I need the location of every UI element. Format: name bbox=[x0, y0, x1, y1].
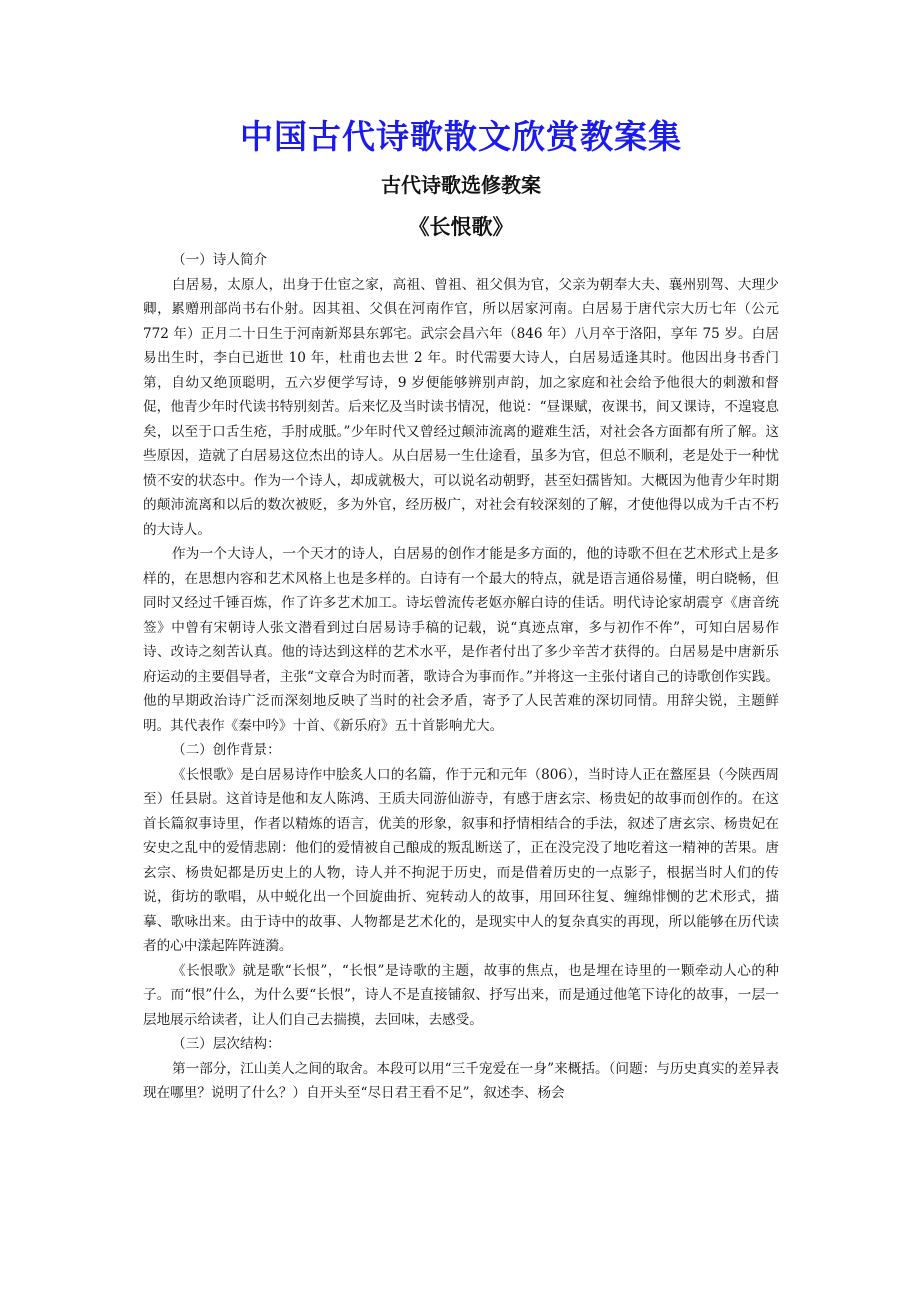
section-background bbox=[143, 738, 779, 1032]
section-heading: （二）创作背景： bbox=[172, 742, 281, 758]
section-poet-intro bbox=[143, 248, 779, 738]
document-main-title: 中国古代诗歌散文欣赏教案集 bbox=[240, 117, 682, 156]
paragraph: 作为一个大诗人，一个天才的诗人，白居易的创作才能是多方面的，他的诗歌不但在艺术形式上是多样的，在思想内容和艺术风格上也是多样的。白诗有一个最大的特点，就是语言通俗易懂，明白晓畅，但同时又经过千锤百炼，作了许多艺术加工。诗坛曾流传老妪亦解白诗的佳话。明代诗论家胡震亨《唐音统签》中曾有宋朝诗人张文潜看到过白居易诗手稿的记载，说“真迹点窜，多与初作不侔”，可知白居易作诗、改诗之刻苦认真。他的诗达到这样的艺术水平，是作者付出了多少辛苦才获得的。白居易是中唐新乐府运动的主要倡导者，主张“文章合为时而著，歌诗合为事而作。”并将这一主张付诸自己的诗歌创作实践。他的早期政治诗广泛而深刻地反映了当时的社会矛盾，寄予了人民苦难的深切同情。用辞尖锐，主题鲜明。其代表作《秦中吟》十首、《新乐府》五十首影响尤大。 bbox=[143, 546, 779, 734]
section-heading: （三）层次结构： bbox=[172, 1036, 281, 1052]
paragraph: 《长恨歌》是白居易诗作中脍炙人口的名篇，作于元和元年（806），当时诗人正在盩厔县（今陕西周至）任县尉。这首诗是他和友人陈鸿、王质夫同游仙游寺，有感于唐玄宗、杨贵妃的故事而创作的。在这首长篇叙事诗里，作者以精炼的语言，优美的形象，叙事和抒情相结合的手法，叙述了唐玄宗、杨贵妃在安史之乱中的爱情悲剧：他们的爱情被自己酿成的叛乱断送了，正在没完没了地吃着这一精神的苦果。唐玄宗、杨贵妃都是历史上的人物，诗人并不拘泥于历史，而是借着历史的一点影子，根据当时人们的传说，街坊的歌唱，从中蜕化出一个回旋曲折、宛转动人的故事，用回环往复、缠绵悱恻的艺术形式，描摹、歌咏出来。由于诗中的故事、人物都是艺术化的，是现实中人的复杂真实的再现，所以能够在历代读者的心中漾起阵阵涟漪。 bbox=[143, 766, 779, 954]
paragraph: 第一部分，江山美人之间的取舍。本段可以用“三千宠爱在一身”来概括。（问题：与历史真实的差异表现在哪里？说明了什么？）自开头至“尽日君王看不足”，叙述李、杨会 bbox=[143, 1060, 779, 1101]
paragraph: 《长恨歌》就是歌“长恨”，“长恨”是诗歌的主题，故事的焦点，也是埋在诗里的一颗牵动人心的种子。而“恨”什么，为什么要“长恨”，诗人不是直接铺叙、抒写出来，而是通过他笔下诗化的故事，一层一层地展示给读者，让人们自己去揣摸，去回味，去感受。 bbox=[143, 962, 779, 1028]
section-structure bbox=[143, 1032, 779, 1106]
paragraph: 白居易，太原人，出身于仕宦之家，高祖、曾祖、祖父俱为官，父亲为朝奉大夫、襄州别驾、大理少卿，累赠刑部尚书右仆射。因其祖、父俱在河南作官，所以居家河南。白居易于唐代宗大历七年（公元 772 年）正月二十日生于河南新郑县东郭宅。武宗会昌六年（846 年）八月卒于洛阳，享年 75 岁。白居易出生时，李白已逝世 10 年，杜甫也去世 2 年。时代需要大诗人，白居易适逢其时。他因出身书香门第，自幼又绝顶聪明，五六岁便学写诗，9 岁便能够辨别声韵，加之家庭和社会给予他很大的刺激和督促，他青少年时代读书特别刻苦。后来忆及当时读书情况，他说：“昼课赋，夜课书，间又课诗，不遑寝息矣，以至于口舌生疮，手肘成胝。”少年时代又曾经过颠沛流离的避难生活，对社会各方面都有所了解。这些原因，造就了白居易这位杰出的诗人。从白居易一生仕途看，虽多为官，但总不顺利，老是处于一种忧愤不安的状态中。作为一个诗人，却成就极大，可以说名动朝野，甚至妇孺皆知。大概因为他青少年时期的颠沛流离和以后的数次被贬，多为外官，经历极广，对社会有较深刻的了解，才使他得以成为千古不朽的大诗人。 bbox=[143, 276, 779, 538]
document-subtitle: 古代诗歌选修教案 bbox=[381, 173, 541, 197]
poem-title: 《长恨歌》 bbox=[408, 214, 514, 239]
document-page bbox=[143, 110, 779, 1106]
section-heading: （一）诗人简介 bbox=[172, 252, 268, 268]
